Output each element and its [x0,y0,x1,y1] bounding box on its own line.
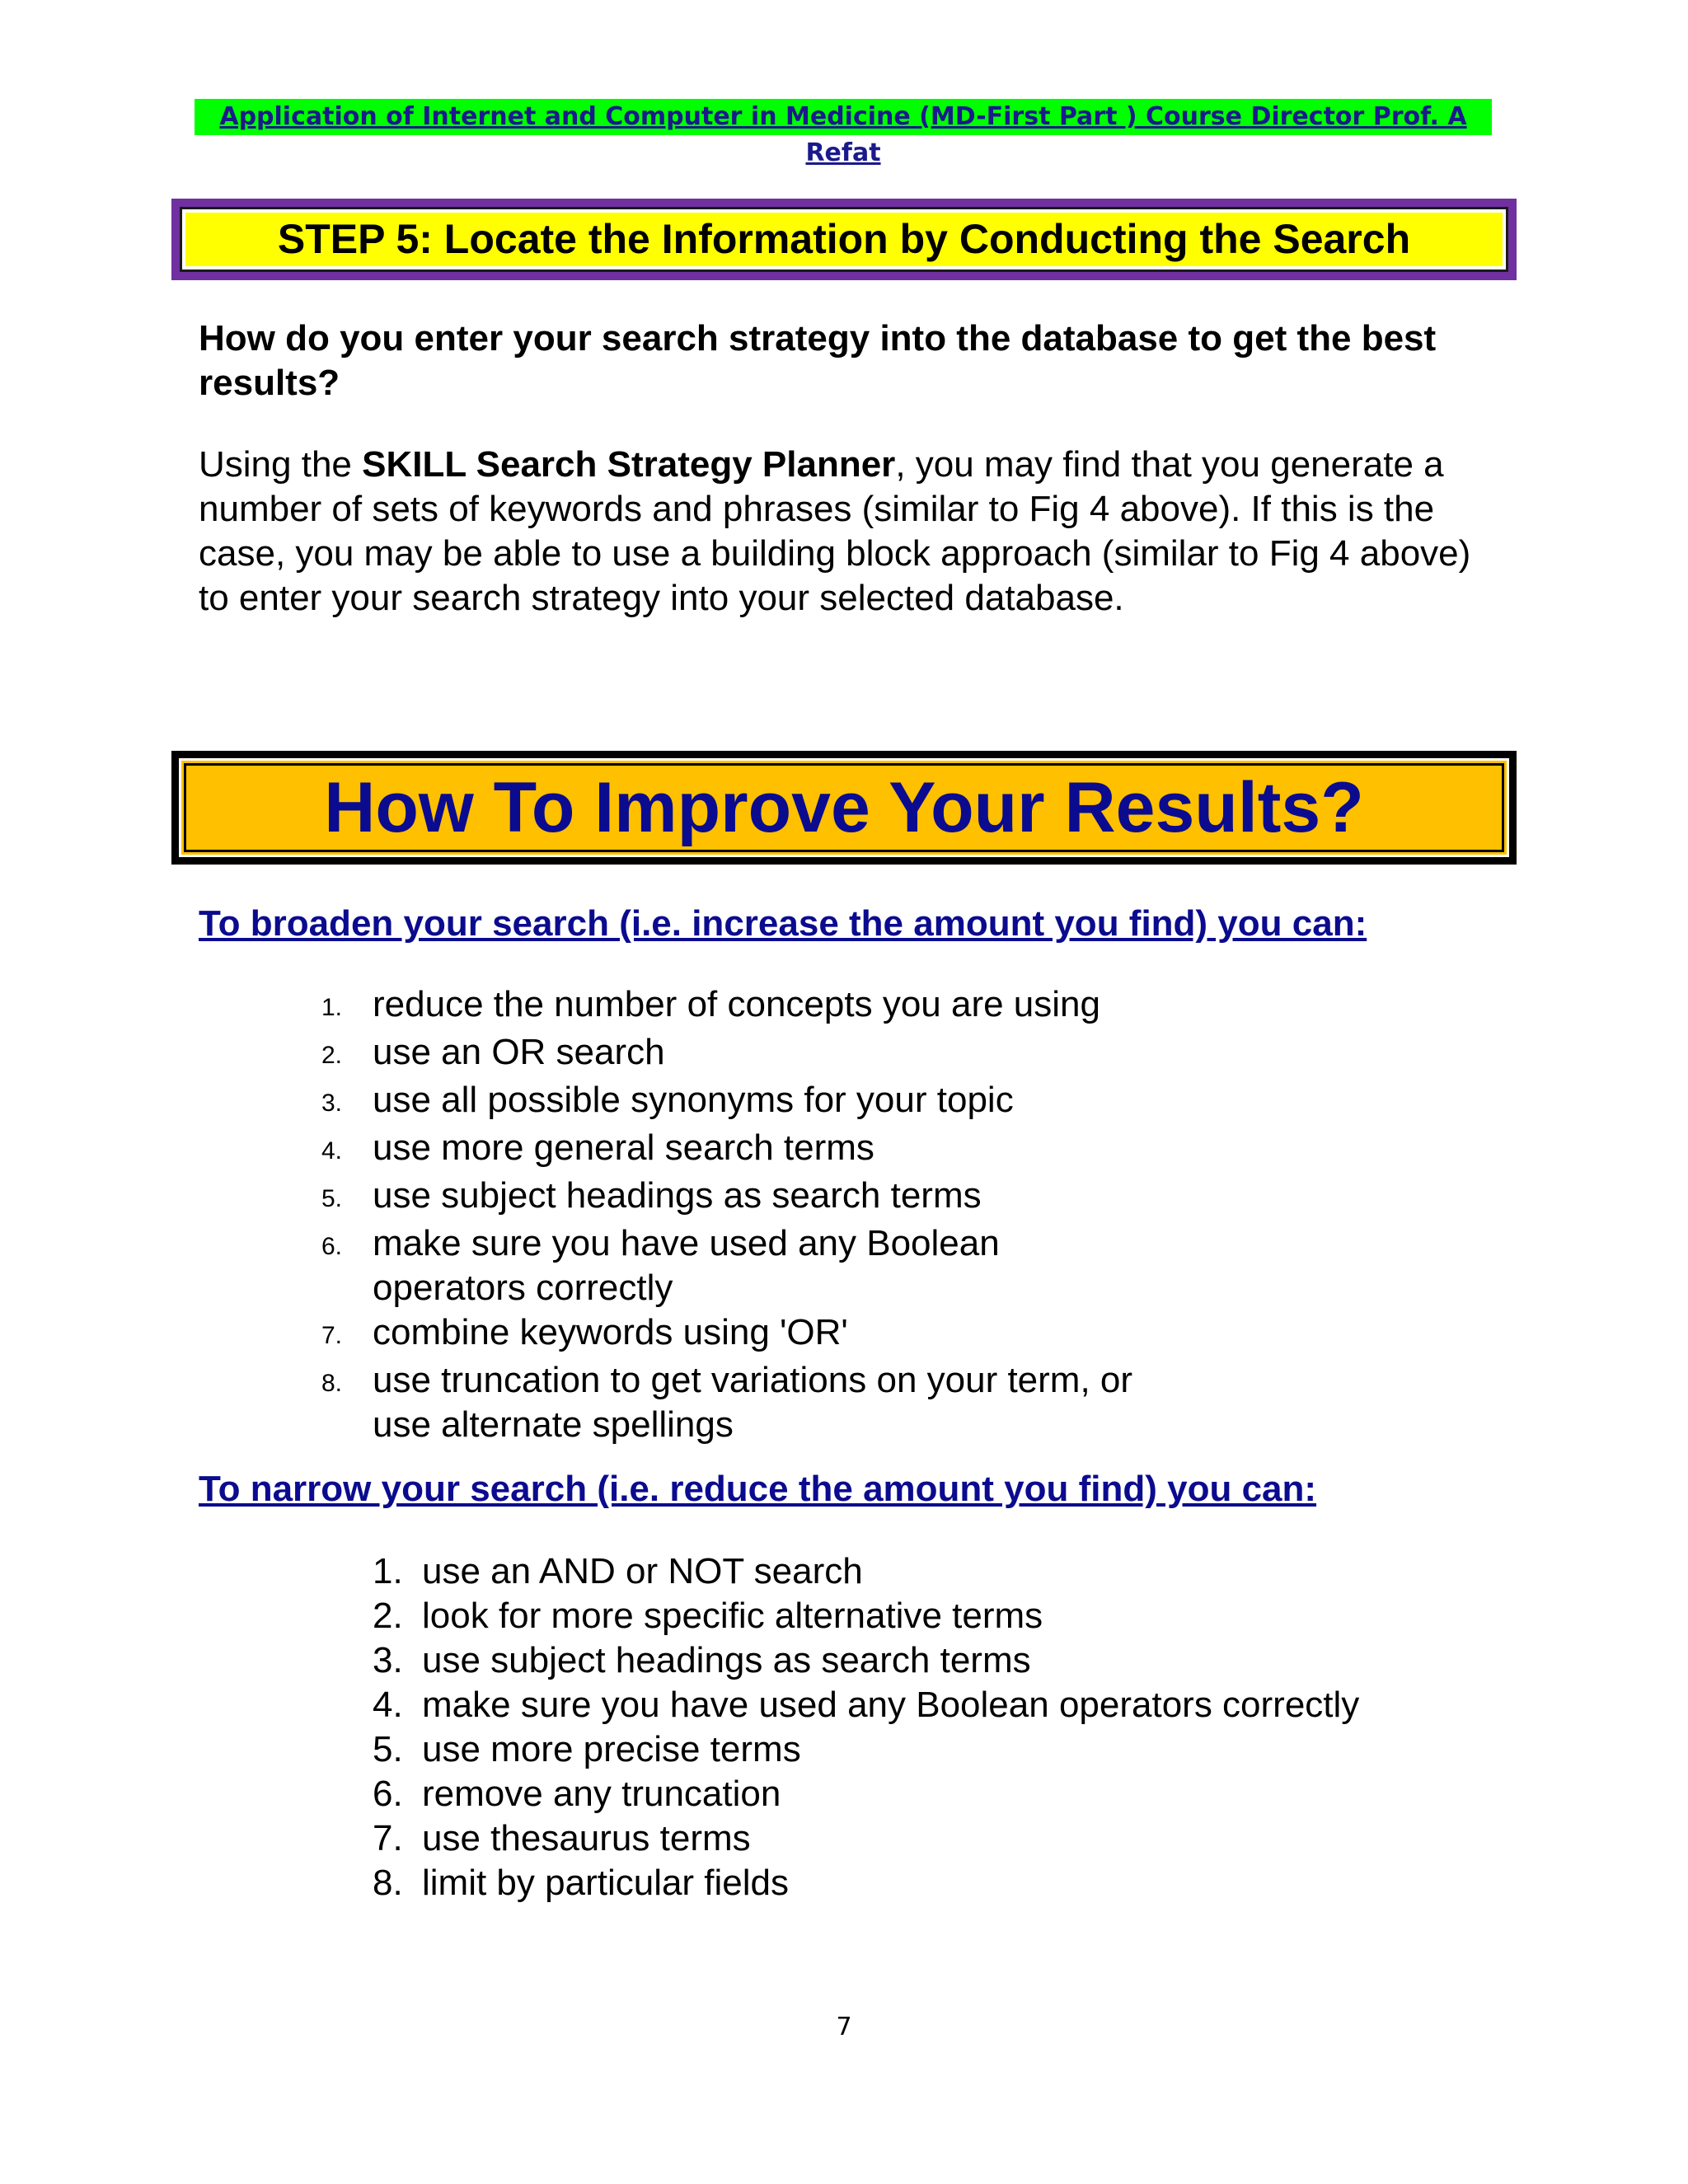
list-number: 7. [321,1322,343,1349]
list-text: reduce the number of concepts you are using [373,984,1100,1024]
broaden-heading: To broaden your search (i.e. increase the amount you find) you can: [199,903,1367,944]
list-text: use subject headings as search terms [422,1640,1031,1680]
narrow-list [373,1549,1526,1905]
list-text: use an OR search [373,1032,665,1072]
list-item [373,1638,1526,1683]
list-item [321,1126,1393,1174]
list-item [321,1358,1393,1447]
list-number: 3. [321,1090,343,1117]
list-item [321,1221,1393,1310]
list-number: 4. [373,1685,403,1725]
paragraph-text-after: , you may find that you generate a number of sets of keywords and phrases (similar to Fig 4 above). If this is the case, you may be able to use a building block approach (similar to Fig 4 above) to enter your search strategy into your selected database. [199,444,1471,618]
list-item [321,1174,1393,1221]
list-number: 3. [373,1640,403,1680]
narrow-heading: To narrow your search (i.e. reduce the amount you find) you can: [199,1469,1317,1509]
list-text: use more general search terms [373,1127,874,1168]
list-text: use more precise terms [422,1729,801,1769]
paragraph-bold-term: SKILL Search Strategy Planner [362,444,896,485]
improve-title: How To Improve Your Results? [179,758,1509,857]
list-number: 5. [321,1185,343,1212]
list-number: 2. [321,1042,343,1069]
list-number: 2. [373,1596,403,1636]
list-text: use truncation to get variations on your term, or use alternate spellings [373,1360,1133,1445]
intro-paragraph [199,443,1484,621]
list-number: 6. [321,1233,343,1260]
list-item [321,1030,1393,1078]
list-item [373,1594,1526,1638]
list-item [373,1727,1526,1772]
list-number: 8. [321,1370,343,1397]
list-text: use thesaurus terms [422,1818,751,1858]
list-item [321,982,1393,1030]
course-header: Application of Internet and Computer in Medicine (MD-First Part ) Course Director Prof. A Refat [195,99,1492,135]
list-number: 5. [373,1729,403,1769]
list-item [321,1078,1393,1126]
improve-title-box [171,751,1517,865]
list-text: look for more specific alternative terms [422,1596,1043,1636]
list-text: combine keywords using 'OR' [373,1312,848,1352]
list-number: 7. [373,1818,403,1858]
list-item [373,1772,1526,1816]
list-text: limit by particular fields [422,1863,790,1903]
list-number: 1. [321,994,343,1021]
list-item [373,1683,1526,1727]
list-number: 1. [373,1551,403,1591]
list-item [321,1310,1393,1358]
list-item [373,1816,1526,1861]
list-text: use all possible synonyms for your topic [373,1080,1014,1120]
question-heading: How do you enter your search strategy into the database to get the best results? [199,318,1437,403]
step-title-box [171,199,1517,280]
list-text: use an AND or NOT search [422,1551,863,1591]
list-item [373,1549,1526,1594]
list-number: 6. [373,1774,403,1814]
step-title: STEP 5: Locate the Information by Conducting the Search [180,207,1508,272]
list-text: make sure you have used any Boolean operators correctly [422,1685,1360,1725]
list-text: use subject headings as search terms [373,1175,982,1216]
list-number: 8. [373,1863,403,1903]
paragraph-text-before: Using the [199,444,363,485]
list-text: make sure you have used any Boolean operators correctly [373,1223,1000,1308]
list-item [373,1861,1526,1905]
broaden-list [321,982,1393,1447]
list-text: remove any truncation [422,1774,781,1814]
list-number: 4. [321,1137,343,1165]
page-number: 7 [836,2013,852,2041]
